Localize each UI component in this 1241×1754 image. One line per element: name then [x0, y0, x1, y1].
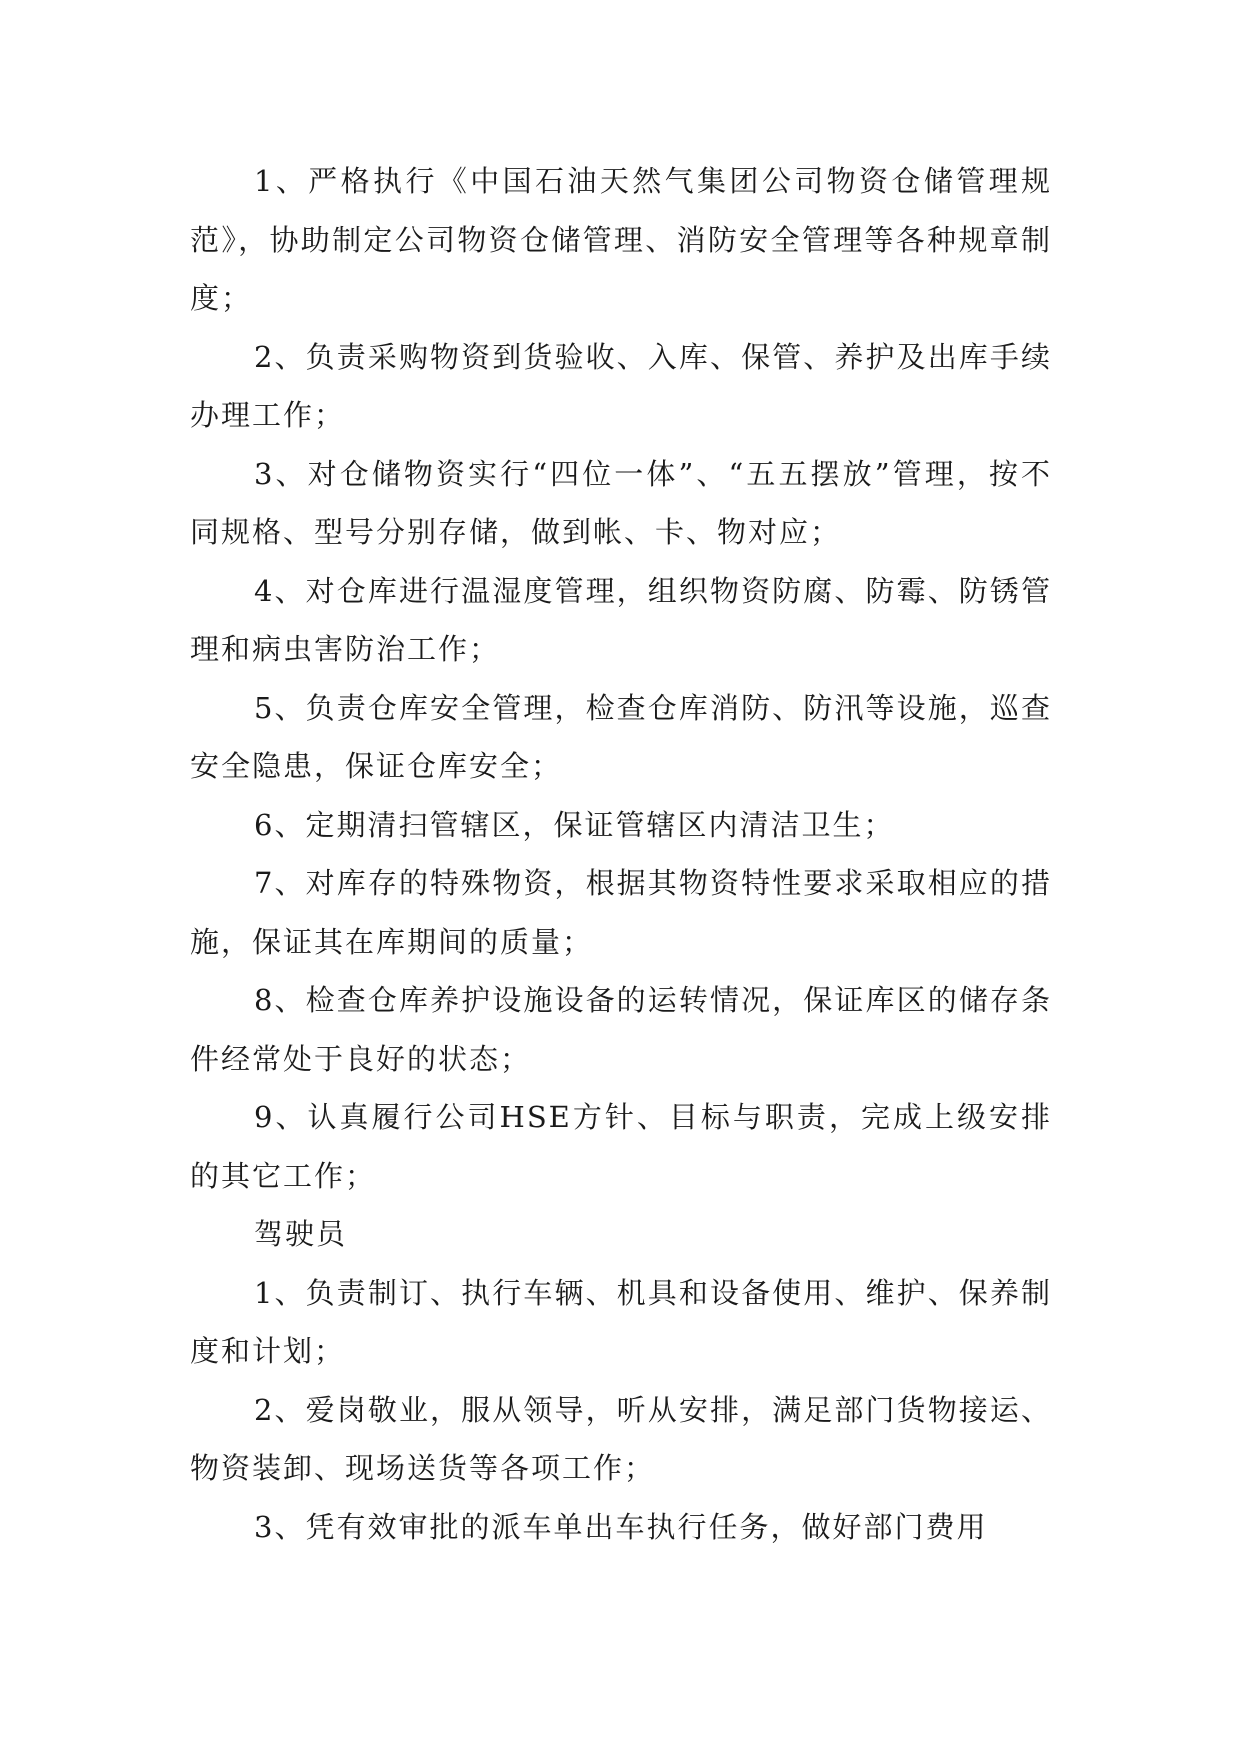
paragraph-item-7: 7、对库存的特殊物资，根据其物资特性要求采取相应的措施，保证其在库期间的质量；: [190, 866, 1052, 959]
paragraph-item-9: 9、认真履行公司HSE方针、目标与职责，完成上级安排的其它工作；: [190, 1100, 1052, 1193]
driver-paragraph-item-3: 3、凭有效审批的派车单出车执行任务，做好部门费用: [254, 1509, 988, 1544]
paragraph-item-6: 6、定期清扫管辖区，保证管辖区内清洁卫生；: [254, 807, 895, 842]
paragraph-item-4: 4、对仓库进行温湿度管理，组织物资防腐、防霉、防锈管理和病虫害防治工作；: [190, 573, 1052, 666]
document-body: [190, 152, 1052, 1556]
paragraph-item-2: 2、负责采购物资到货验收、入库、保管、养护及出库手续办理工作；: [190, 339, 1052, 432]
paragraph-item-5: 5、负责仓库安全管理，检查仓库消防、防汛等设施，巡查安全隐患，保证仓库安全；: [190, 690, 1052, 783]
paragraph-item-8: 8、检查仓库养护设施设备的运转情况，保证库区的储存条件经常处于良好的状态；: [190, 983, 1052, 1076]
driver-paragraph-item-1: 1、负责制订、执行车辆、机具和设备使用、维护、保养制度和计划；: [190, 1275, 1052, 1368]
section-title-driver: 驾驶员: [254, 1217, 348, 1251]
paragraph-item-1: 1、严格执行《中国石油天然气集团公司物资仓储管理规范》，协助制定公司物资仓储管理、消防安全管理等各种规章制度；: [190, 164, 1052, 315]
paragraph-item-3: 3、对仓储物资实行“四位一体”、“五五摆放”管理，按不同规格、型号分别存储，做到帐、卡、物对应；: [190, 456, 1052, 549]
driver-paragraph-item-2: 2、爱岗敬业，服从领导，听从安排，满足部门货物接运、物资装卸、现场送货等各项工作；: [190, 1392, 1052, 1485]
